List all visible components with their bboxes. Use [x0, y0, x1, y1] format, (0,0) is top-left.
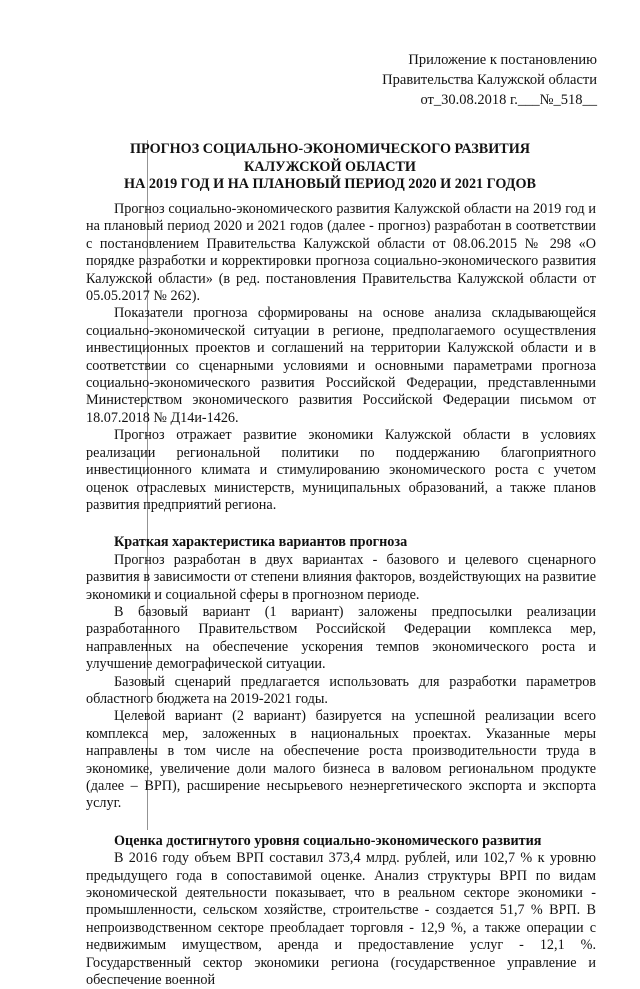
title-line-3: НА 2019 ГОД И НА ПЛАНОВЫЙ ПЕРИОД 2020 И 2021 ГОДОВ: [124, 176, 536, 192]
variants-paragraph-3: Базовый сценарий предлагается использовать для разработки параметров областного бюджета на 2019-2021 годы.: [86, 673, 596, 707]
appendix-line-3: от_30.08.2018 г.___№_518__: [420, 92, 597, 108]
appendix-line-2: Правительства Калужской области: [382, 72, 597, 88]
appendix-line-1: Приложение к постановлению: [408, 52, 597, 68]
title-line-2: КАЛУЖСКОЙ ОБЛАСТИ: [244, 158, 416, 175]
document-title: [80, 141, 580, 194]
intro-paragraph-1: Прогноз социально-экономического развития Калужской области на 2019 год и на плановый период 2020 и 2021 годов (далее - прогноз) разработан в соответствии с постановлением Правительства Калужской области от 08.06.2015 № 298 «О порядке разработки и корректировки прогноза социально-экономического развития Калужской области» (в ред. постановления Правительства Калужской области от 05.05.2017 № 262).: [86, 201, 596, 305]
intro-paragraph-3: Прогноз отражает развитие экономики Калужской области в условиях реализации региональной политики по поддержанию благоприятного инвестиционного климата и стимулированию экономического роста с учетом оценок отраслевых министерств, муниципальных образований, а также планов развития предприятий региона.: [86, 427, 596, 513]
intro-paragraph-2: Показатели прогноза сформированы на основе анализа складывающейся социально-экономической ситуации в регионе, предполагаемого осуществления инвестиционных проектов и соглашений на территории Калужской области и в соответствии со сценарными условиями и основными параметрами прогноза социально-экономического развития Российской Федерации, представленными Министерством экономического развития Российской Федерации письмом от 18.07.2018 № Д14и-1426.: [86, 305, 596, 426]
document-body: [86, 201, 596, 989]
variants-paragraph-4: Целевой вариант (2 вариант) базируется на успешной реализации всего комплекса мер, заложенных в национальных проектах. Указанные меры направлены в том числе на обеспечение роста производительности труда в экономике, увеличение доли малого бизнеса в валовом региональном продукте (далее – ВРП), расширение несырьевого неэнергетического экспорта и экспорта услуг.: [86, 708, 596, 812]
variants-paragraph-1: Прогноз разработан в двух вариантах - базового и целевого сценарного развития в зависимости от степени влияния факторов, воздействующих на развитие экономики и социальной сферы в прогнозном периоде.: [86, 551, 596, 603]
section-heading-variants: Краткая характеристика вариантов прогноза: [114, 534, 408, 551]
assessment-paragraph-1: В 2016 году объем ВРП составил 373,4 млрд. рублей, или 102,7 % к уровню предыдущего года в сопоставимой оценке. Анализ структуры ВРП по видам экономической деятельности показывает, что в реальном секторе экономики - промышленности, сельском хозяйстве, строительстве - создается 51,7 % ВРП. В непроизводственном секторе преобладает торговля - 12,9 %, а также операции с недвижимым имуществом, аренда и предоставление услуг - 12,1 %. Государственный сектор экономики региона (государственное управление и обеспечение военной: [86, 850, 596, 989]
section-heading-assessment: Оценка достигнутого уровня социально-экономического развития: [114, 832, 542, 849]
appendix-header: [382, 50, 597, 110]
variants-paragraph-2: В базовый вариант (1 вариант) заложены предпосылки реализации разработанного Правительством Российской Федерации комплекса мер, направленных на обеспечение ускорения темпов экономического роста и улучшение демографической ситуации.: [86, 603, 596, 673]
title-line-1: ПРОГНОЗ СОЦИАЛЬНО-ЭКОНОМИЧЕСКОГО РАЗВИТИЯ: [129, 141, 531, 157]
